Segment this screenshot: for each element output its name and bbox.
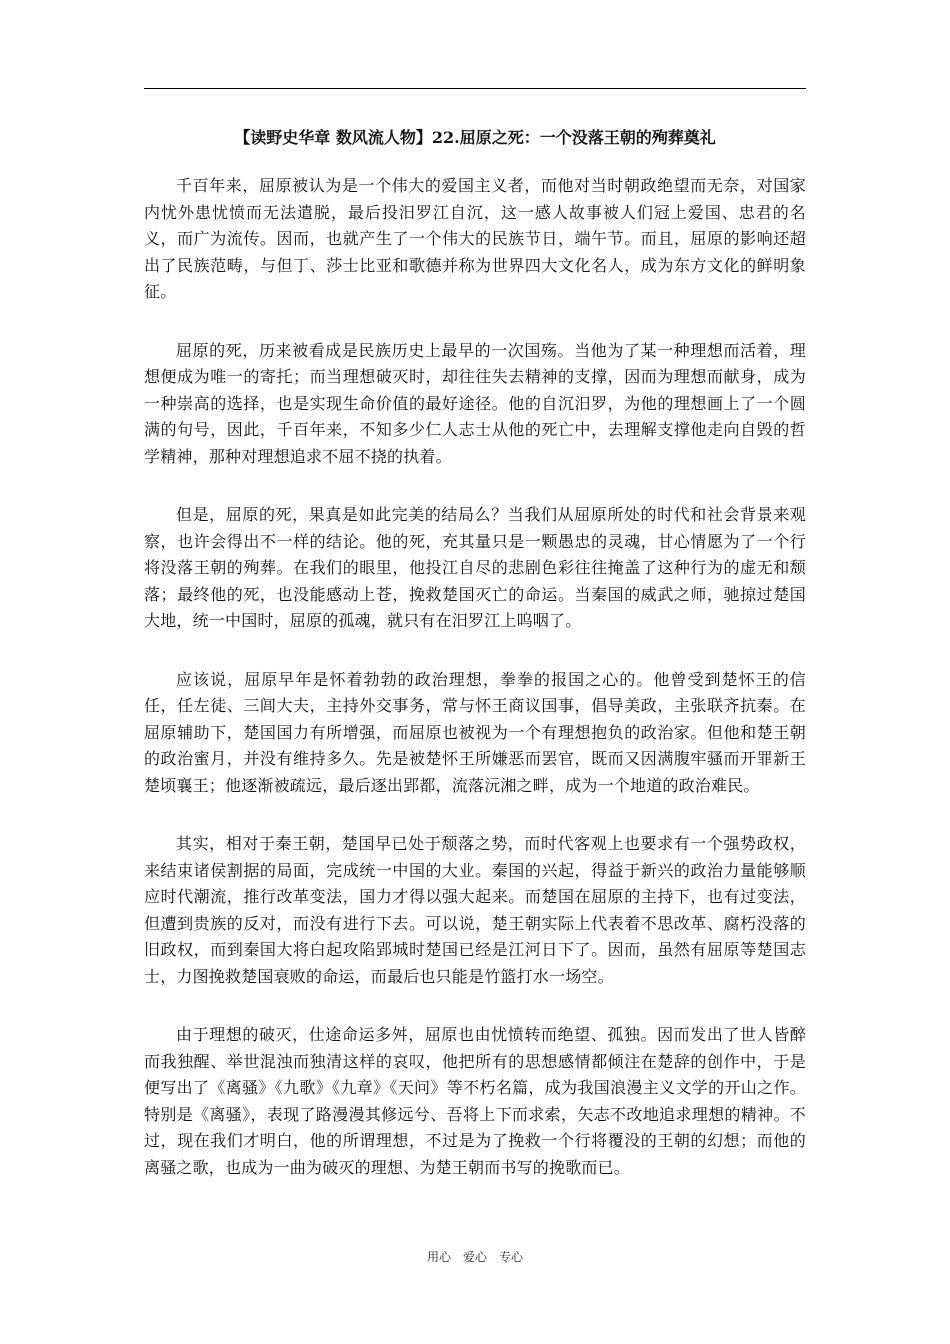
paragraph-5: 其实，相对于秦王朝，楚国早已处于颓落之势，而时代客观上也要求有一个强势政权，来结束诸侯割据的局面，完成统一中国的大业。秦国的兴起，得益于新兴的政治力量能够顺应时代潮流，推行改革变法，国力才得以强大起来。而楚国在屈原的主持下，也有过变法，但遭到贵族的反对，而没有进行下去。可以说，楚王朝实际上代表着不思改革、腐朽没落的旧政权，而到秦国大将白起攻陷郢城时楚国已经是江河日下了。因而，虽然有屈原等楚国志士，力图挽救楚国衰败的命运，而最后也只能是竹篮打水一场空。: [144, 834, 806, 986]
page-footer: 用心 爱心 专心: [426, 1250, 523, 1264]
document-title: 【读野史华章 数风流人物】22.屈原之死：一个没落王朝的殉葬奠礼: [234, 128, 716, 147]
paragraph-1: 千百年来，屈原被认为是一个伟大的爱国主义者，而他对当时朝政绝望而无奈，对国家内忧外患忧愤而无法遣脱，最后投汨罗江自沉，这一感人故事被人们冠上爱国、忠君的名义，而广为流传。因而，也就产生了一个伟大的民族节日，端午节。而且，屈原的影响还超出了民族范畴，与但丁、莎士比亚和歌德并称为世界四大文化名人，成为东方文化的鲜明象征。: [144, 176, 806, 301]
paragraph-3: 但是，屈原的死，果真是如此完美的结局么？当我们从屈原所处的时代和社会背景来观察，也许会得出不一样的结论。他的死，充其量只是一颗愚忠的灵魂，甘心情愿为了一个行将没落王朝的殉葬。在我们的眼里，他投江自尽的悲剧色彩往往掩盖了这种行为的虚无和颓落；最终他的死，也没能感动上苍，挽救楚国灭亡的命运。当秦国的威武之师，驰掠过楚国大地，统一中国时，屈原的孤魂，就只有在汨罗江上呜咽了。: [144, 505, 806, 630]
paragraph-2: 屈原的死，历来被看成是民族历史上最早的一次国殇。当他为了某一种理想而活着，理想便成为唯一的寄托；而当理想破灭时，却往往失去精神的支撑，因而为理想而献身，成为一种崇高的选择，也是实现生命价值的最好途径。他的自沉汨罗，为他的理想画上了一个圆满的句号，因此，千百年来，不知多少仁人志士从他的死亡中，去理解支撑他走向自毁的哲学精神，那种对理想追求不屈不挠的执着。: [144, 340, 806, 466]
document-body: [144, 173, 806, 1213]
paragraph-6: 由于理想的破灭，仕途命运多舛，屈原也由忧愤转而绝望、孤独。因而发出了世人皆醉而我独醒、举世混浊而独清这样的哀叹，他把所有的思想感情都倾注在楚辞的创作中，于是便写出了《离骚》《九歌》《九章》《天问》等不朽名篇，成为我国浪漫主义文学的开山之作。特别是《离骚》，表现了路漫漫其修远兮、吾将上下而求索，矢志不改地追求理想的精神。不过，现在我们才明白，他的所谓理想，不过是为了挽救一个行将覆没的王朝的幻想；而他的离骚之歌，也成为一曲为破灭的理想、为楚王朝而书写的挽歌而已。: [144, 1025, 806, 1177]
header-rule: [144, 88, 806, 89]
paragraph-4: 应该说，屈原早年是怀着勃勃的政治理想，拳拳的报国之心的。他曾受到楚怀王的信任，任左徒、三闾大夫，主持外交事务，常与怀王商议国事，倡导美政，主张联齐抗秦。在屈原辅助下，楚国国力有所增强，而屈原也被视为一个有理想抱负的政治家。但他和楚王朝的政治蜜月，并没有维持多久。先是被楚怀王所嫌恶而罢官，既而又因满腹牢骚而开罪新王楚顷襄王；他逐渐被疏远，最后逐出郢都，流落沅湘之畔，成为一个地道的政治难民。: [144, 669, 806, 795]
